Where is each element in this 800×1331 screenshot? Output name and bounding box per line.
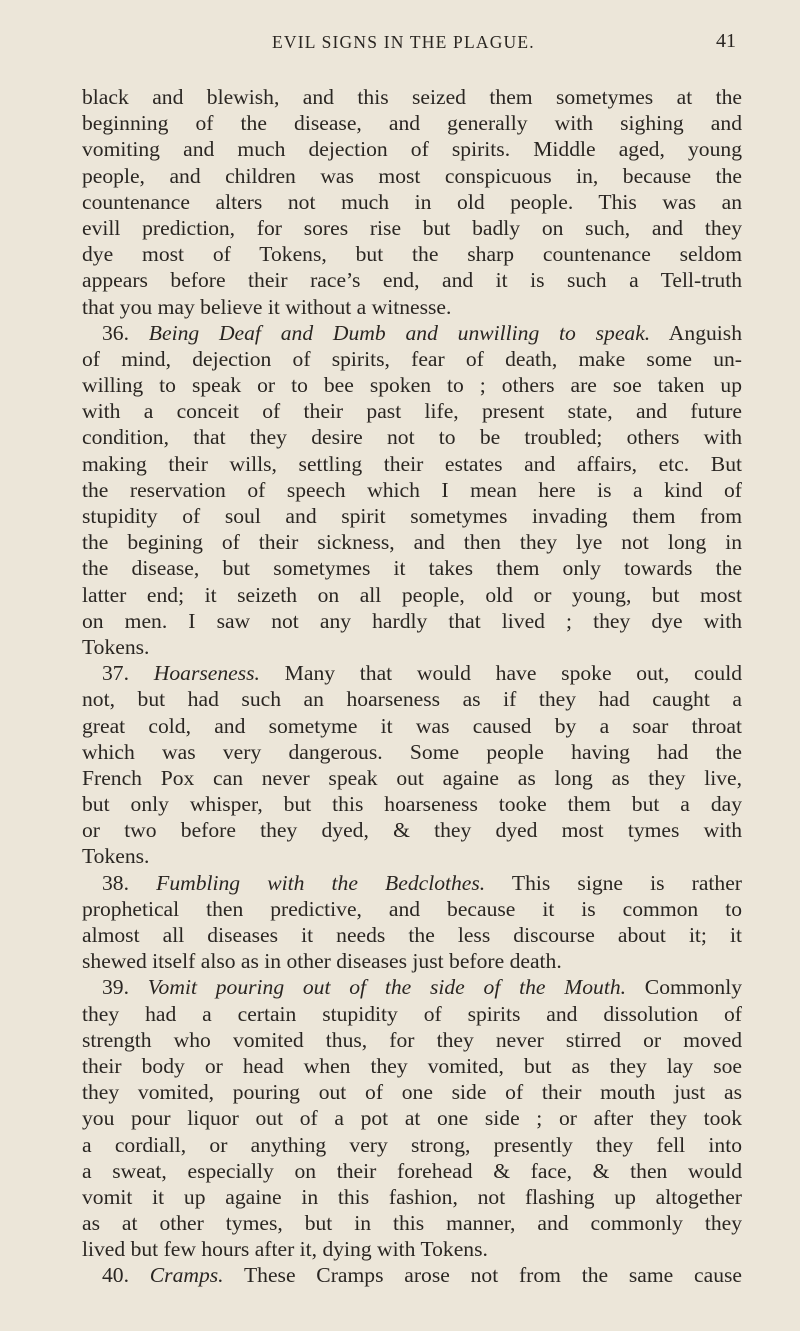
text-span: Tokens. (82, 844, 150, 869)
text-span: not, but had such an hoarseness as if they had caught a (82, 687, 742, 712)
text-span: Anguish (650, 320, 742, 345)
text-line (82, 634, 742, 660)
text-span: 40. (102, 1263, 150, 1288)
text-line (82, 1158, 742, 1184)
text-line (82, 1027, 742, 1053)
text-span: willing to speak or to bee spoken to ; others are soe taken up (82, 373, 742, 398)
text-line (82, 241, 742, 267)
text-span: latter end; it seizeth on all people, old or young, but most (82, 582, 742, 607)
text-span: This signe is rather (485, 870, 743, 895)
text-span: 39. (102, 975, 148, 1000)
text-line (82, 1262, 742, 1288)
text-line (82, 529, 742, 555)
text-span: condition, that they desire not to be troubled; others with (82, 425, 742, 450)
text-span: their body or head when they vomited, but as they lay soe (82, 1053, 742, 1078)
text-line (82, 1236, 742, 1262)
text-span: shewed itself also as in other diseases just before death. (82, 949, 562, 974)
text-span: a cordiall, or anything very strong, presently they fell into (82, 1132, 742, 1157)
text-span: the disease, but sometymes it takes them only towards the (82, 556, 742, 581)
text-line (82, 765, 742, 791)
text-line (82, 136, 742, 162)
text-line (82, 346, 742, 372)
text-span: stupidity of soul and spirit sometymes invading them from (82, 504, 742, 528)
text-line (82, 294, 742, 320)
italic-heading: Hoarseness. (153, 661, 260, 686)
text-span: 38. (102, 870, 157, 895)
text-span: dye most of Tokens, but the sharp countenance seldom (82, 242, 742, 267)
text-span: but only whisper, but this hoarseness tooke them but a day (82, 792, 742, 817)
text-line (82, 739, 742, 765)
text-span: 37. (102, 661, 154, 686)
text-span: Tokens. (82, 634, 150, 659)
text-line (82, 398, 742, 424)
text-line (82, 1105, 742, 1131)
text-span: they vomited, pouring out of one side of their mouth just as (82, 1080, 742, 1105)
text-line (82, 1132, 742, 1158)
text-span: lived but few hours after it, dying with Tokens. (82, 1237, 488, 1262)
page-number: 41 (716, 30, 736, 52)
text-span: or two before they dyed, & they dyed most tymes with (82, 818, 742, 843)
text-line (82, 477, 742, 503)
text-line (82, 1184, 742, 1210)
text-span: Many that would have spoke out, could (259, 661, 743, 686)
text-span: that you may believe it without a witnesse. (82, 294, 452, 319)
italic-heading: Vomit pouring out of the side of the Mouth. (147, 975, 627, 1000)
text-line (82, 372, 742, 398)
text-line (82, 215, 742, 241)
text-line (82, 660, 742, 686)
text-span: strength who vomited thus, for they never stirred or moved (82, 1027, 742, 1052)
text-line (82, 974, 742, 1000)
italic-heading: Fumbling with the Bedclothes. (156, 870, 486, 895)
text-line (82, 189, 742, 215)
text-span: 36. (102, 320, 149, 345)
text-span: vomiting and much dejection of spirits. Middle aged, young (82, 137, 742, 162)
text-line (82, 424, 742, 450)
text-span: which was very dangerous. Some people having had the (82, 739, 742, 764)
text-span: prophetical then predictive, and because it is common to (82, 896, 742, 921)
text-line (82, 713, 742, 739)
text-line (82, 320, 742, 346)
text-span: you pour liquor out of a pot at one side ; or after they took (82, 1106, 742, 1131)
text-line (82, 582, 742, 608)
text-span: evill prediction, for sores rise but badly on such, and they (82, 215, 742, 240)
text-span: almost all diseases it needs the less discourse about it; it (82, 923, 742, 947)
text-span: the begining of their sickness, and then they lye not long in (82, 530, 742, 555)
text-span: the reservation of speech which I mean here is a kind of (82, 477, 742, 502)
text-line (82, 922, 742, 948)
italic-heading: Cramps. (149, 1263, 224, 1288)
text-span: on men. I saw not any hardly that lived ; they dye with (82, 608, 742, 633)
running-title: EVIL SIGNS IN THE PLAGUE. (272, 32, 535, 52)
text-span: countenance alters not much in old people. This was an (82, 189, 742, 214)
text-span: beginning of the disease, and generally with sighing and (82, 111, 742, 136)
text-line (82, 686, 742, 712)
text-span: people, and children was most conspicuous in, because the (82, 163, 742, 188)
body-text (82, 84, 742, 1289)
text-span: French Pox can never speak out againe as long as they live, (82, 765, 742, 790)
text-line (82, 503, 742, 529)
text-span: black and blewish, and this seized them sometymes at the (82, 85, 742, 109)
text-line (82, 791, 742, 817)
text-line (82, 843, 742, 869)
text-line (82, 896, 742, 922)
text-span: appears before their race’s end, and it is such a Tell-truth (82, 268, 742, 293)
italic-heading: Being Deaf and Dumb and unwilling to speak. (148, 320, 651, 345)
text-line (82, 870, 742, 896)
text-span: vomit it up againe in this fashion, not flashing up altogether (82, 1184, 742, 1209)
text-line (82, 608, 742, 634)
text-line (82, 163, 742, 189)
text-span: great cold, and sometyme it was caused by a soar throat (82, 713, 742, 738)
text-line (82, 84, 742, 110)
text-span: with a conceit of their past life, present state, and future (82, 399, 742, 424)
text-line (82, 817, 742, 843)
text-line (82, 451, 742, 477)
text-line (82, 267, 742, 293)
text-line (82, 1210, 742, 1236)
text-line (82, 1053, 742, 1079)
text-line (82, 1001, 742, 1027)
text-span: of mind, dejection of spirits, fear of death, make some un- (82, 346, 742, 371)
text-line (82, 1079, 742, 1105)
text-span: making their wills, settling their estates and affairs, etc. But (82, 451, 742, 476)
text-span: These Cramps arose not from the same cause (223, 1263, 742, 1288)
text-line (82, 948, 742, 974)
text-line (82, 110, 742, 136)
text-span: as at other tymes, but in this manner, and commonly they (82, 1211, 742, 1236)
text-span: a sweat, especially on their forehead & face, & then would (82, 1158, 742, 1183)
text-line (82, 555, 742, 581)
page-header (0, 30, 800, 56)
text-span: they had a certain stupidity of spirits and dissolution of (82, 1001, 742, 1026)
text-span: Commonly (626, 975, 742, 1000)
